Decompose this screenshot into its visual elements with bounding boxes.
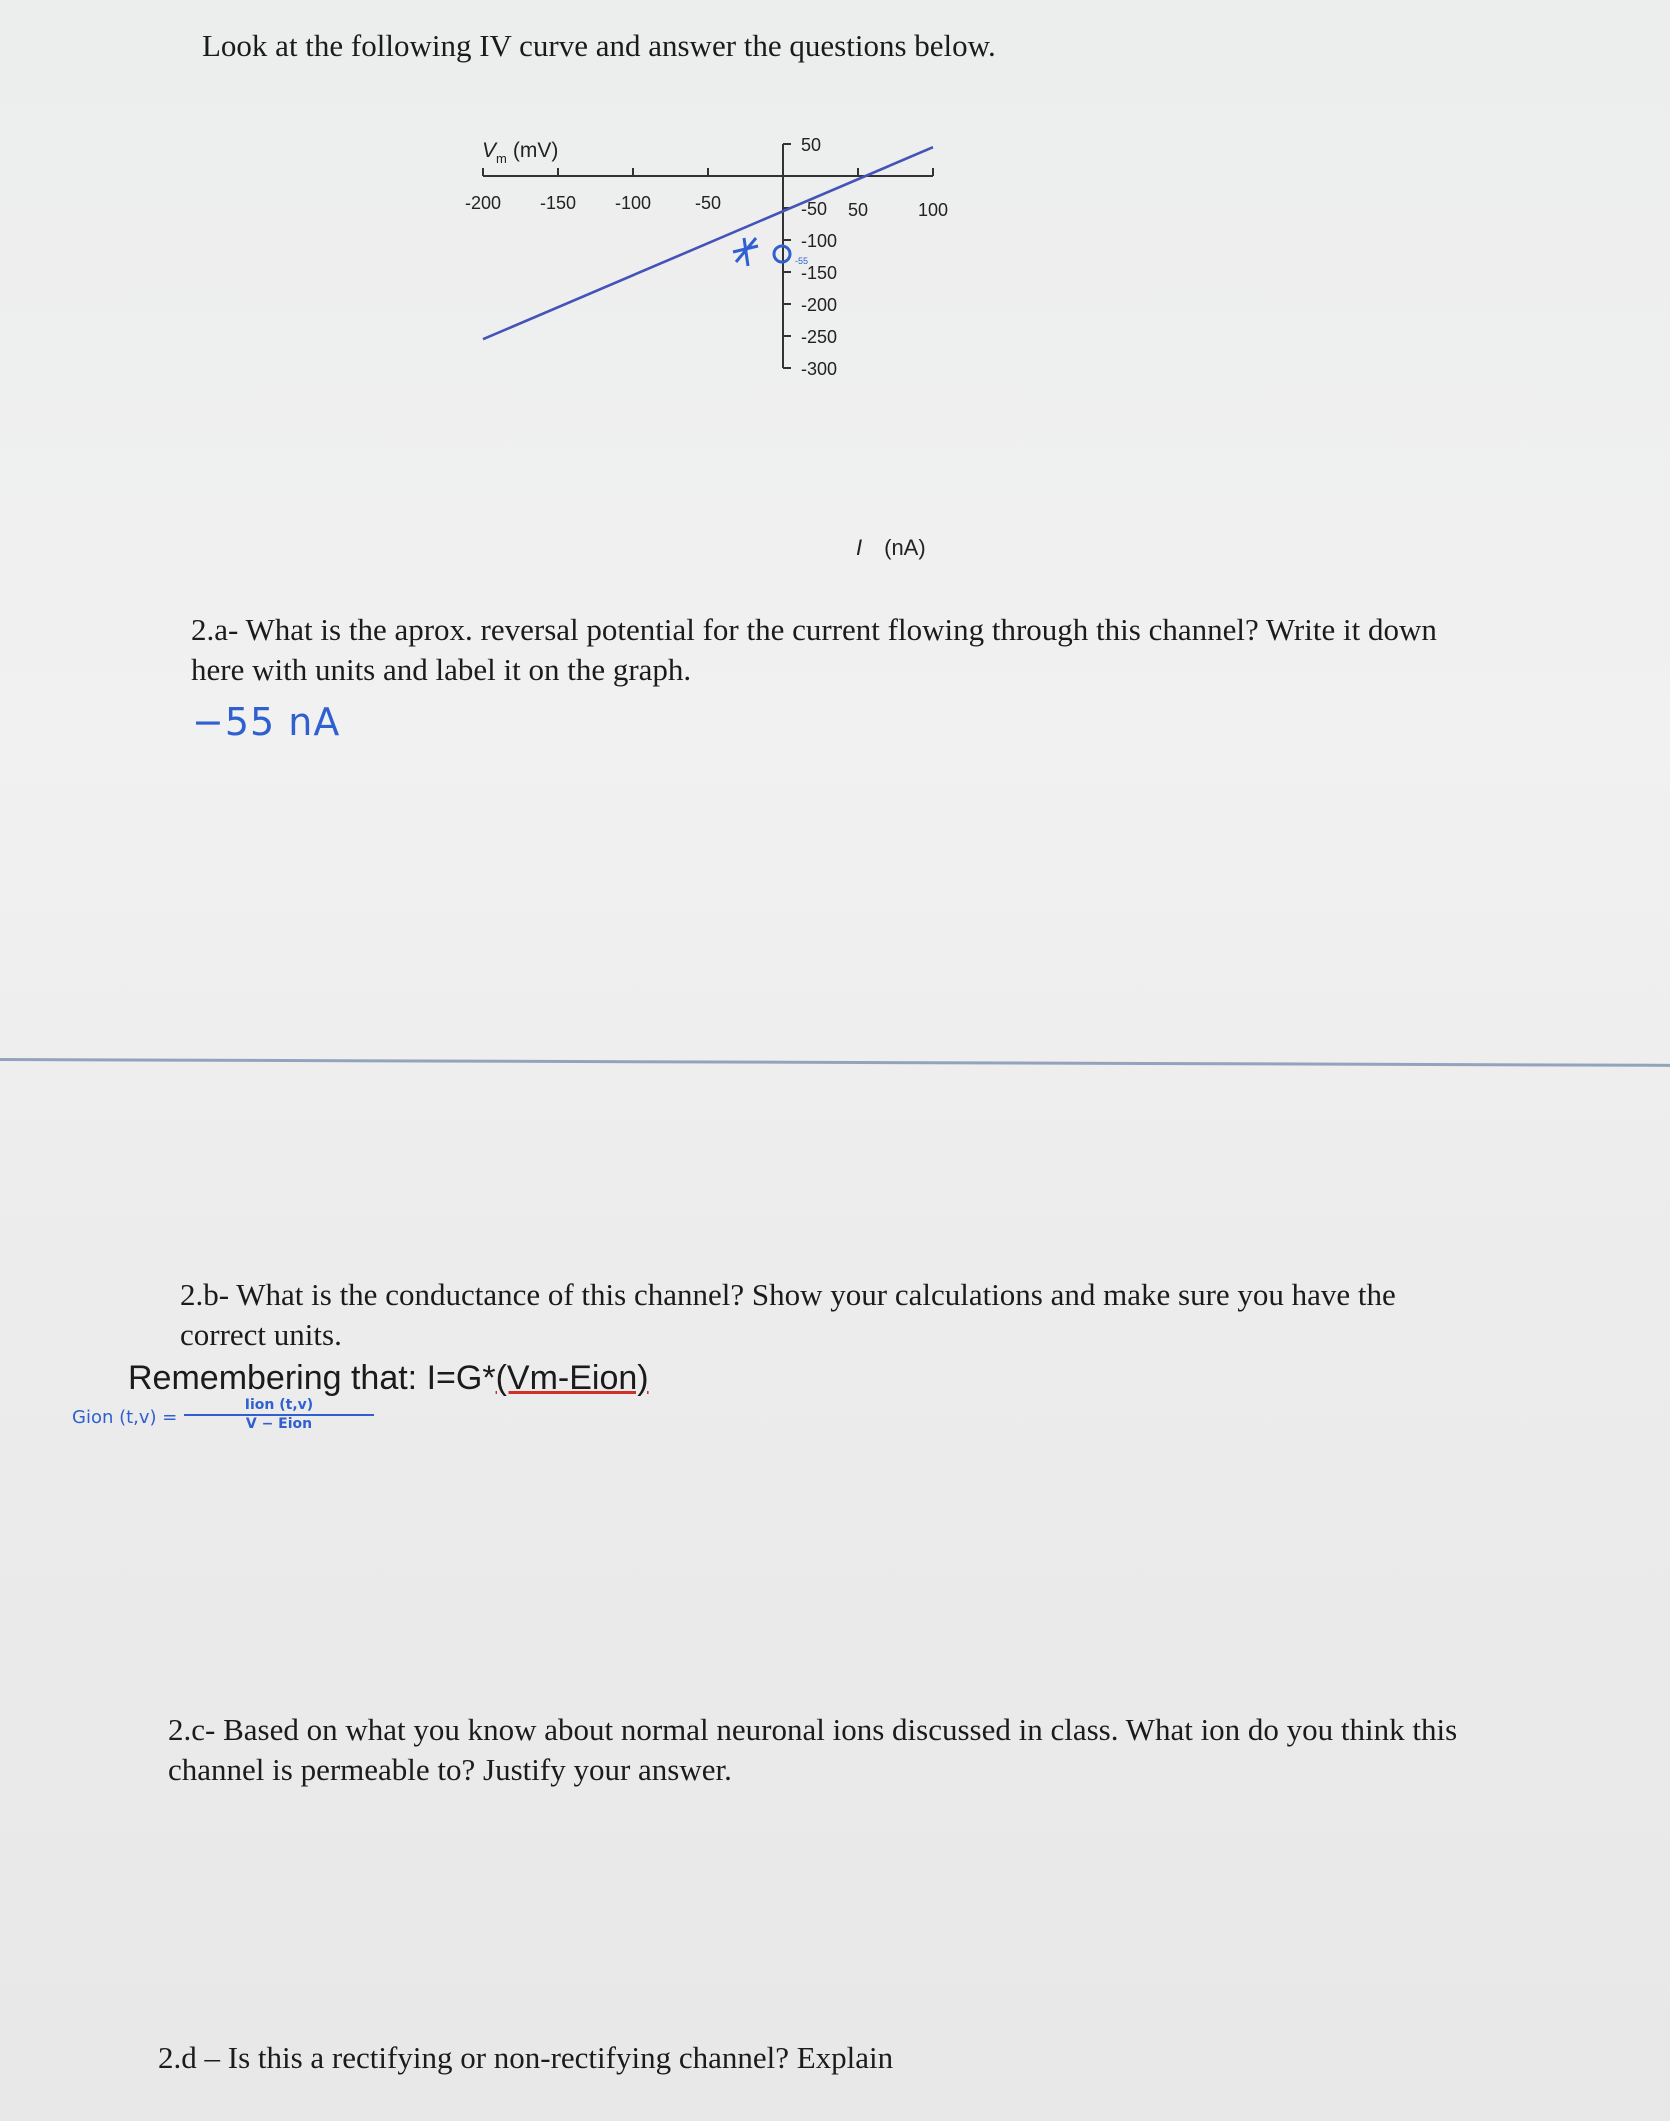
x-axis-unit: (mV)	[512, 139, 559, 162]
y-tick-label: -300	[801, 359, 838, 379]
y-tick-label: -100	[801, 231, 838, 251]
formula-lhs: Gion (t,v) =	[72, 1407, 178, 1428]
y-tick-label: -150	[801, 263, 838, 283]
handwritten-star-mark	[733, 238, 790, 266]
question-2b: 2.b- What is the conductance of this channel? Show your calculations and make sure you have the correct units.	[180, 1277, 1396, 1352]
y-axis-label	[856, 535, 926, 560]
x-tick-label: -200	[464, 193, 502, 213]
intro-text: Look at the following IV curve and answer the questions below.	[202, 28, 996, 63]
remember-formula-underlined: (Vm-Eion)	[495, 1359, 649, 1397]
formula-fraction	[184, 1397, 374, 1432]
formula-numerator: Iion (t,v)	[184, 1397, 374, 1416]
section-divider	[0, 1058, 1670, 1067]
x-tick-label: 50	[847, 200, 869, 220]
y-tick-label: -250	[801, 327, 838, 347]
x-tick-label: -50	[694, 193, 722, 213]
iv-curve-chart	[0, 0, 1670, 600]
remember-prefix: Remembering that: I=G*	[128, 1359, 496, 1397]
y-axis-unit: (nA)	[884, 535, 926, 560]
y-tick-label: 50	[801, 135, 822, 155]
question-2a: 2.a- What is the aprox. reversal potential for the current flowing through this channel? Write it down here with units and label it on the graph.	[191, 612, 1437, 687]
y-tick-label: -50	[801, 199, 828, 219]
handwritten-answer-2a: −55 nA	[192, 700, 341, 744]
formula-denominator: V − Eion	[245, 1416, 313, 1432]
chart-axes	[483, 144, 933, 368]
remember-formula	[128, 1356, 649, 1400]
x-tick-label: 100	[917, 200, 949, 220]
y-tick-label: -200	[801, 295, 838, 315]
x-axis-label-main: V	[482, 139, 497, 162]
question-2c: 2.c- Based on what you know about normal neuronal ions discussed in class. What ion do you think this channel is permeable to? Justify your answer.	[168, 1712, 1458, 1787]
y-tick-group	[783, 135, 837, 379]
x-tick-label: -100	[614, 193, 652, 213]
x-tick-label: -150	[539, 193, 577, 213]
question-2d: 2.d – Is this a rectifying or non-rectifying channel? Explain	[158, 2040, 894, 2075]
x-axis-label-sub: m	[496, 151, 507, 166]
x-axis-label	[482, 139, 558, 166]
y-axis-label-main: I	[856, 535, 863, 560]
handwritten-star-note: -55	[795, 256, 809, 266]
